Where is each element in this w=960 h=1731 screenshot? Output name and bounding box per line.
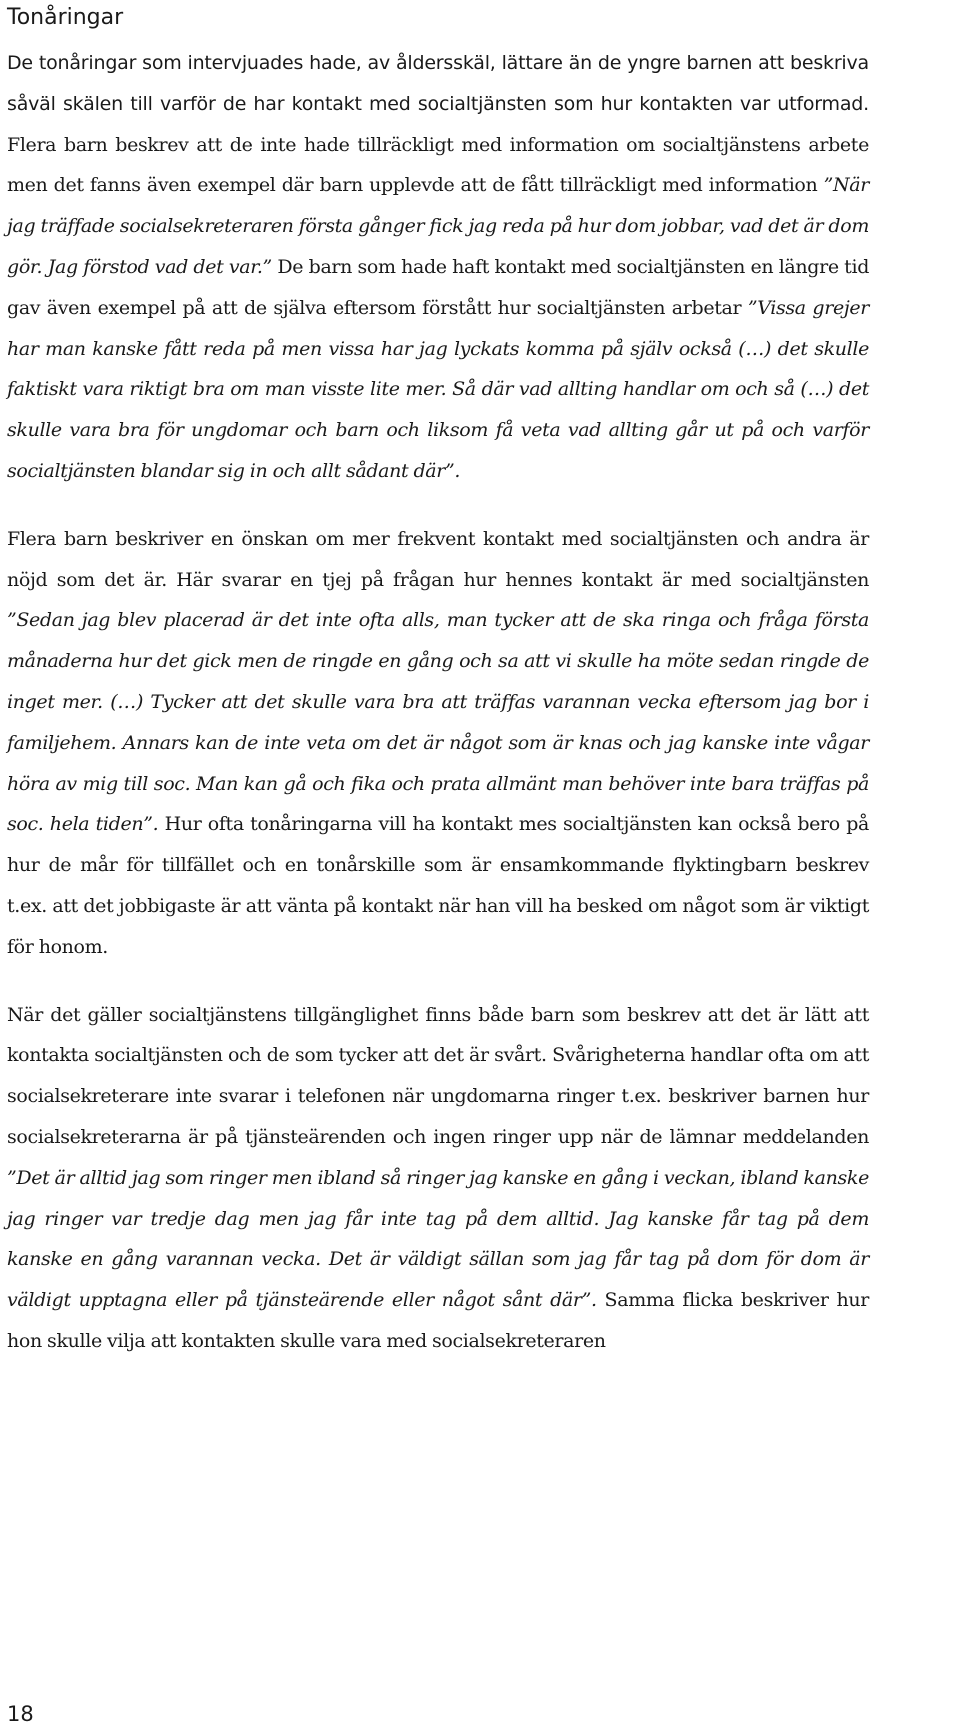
paragraph-2-quote-1: ”Sedan jag blev placerad är det inte ofta alls, man tycker att de ska ringa och fråga första månaderna hur det gick men de ringde en gång och sa att vi skulle ha möte sedan ringde de inget mer. (…) Tycker att det skulle vara bra att träffas varannan vecka eftersom jag bor i familjehem. Annars kan de inte veta om det är något som är knas och jag kanske inte vågar höra av mig till soc. Man kan gå och fika och prata allmänt man behöver inte bara träffas på soc. hela tiden”.: [7, 609, 869, 836]
paragraph-2: [7, 519, 869, 968]
paragraph-3-quote-1: ”Det är alltid jag som ringer men ibland så ringer jag kanske en gång i veckan, ibland kanske jag ringer var tredje dag men jag får inte tag på dem alltid. Jag kanske får tag på dem kanske en gång varannan vecka. Det är väldigt sällan som jag får tag på dom för dom är väldigt upptagna eller på tjänsteärende eller något sånt där”.: [7, 1166, 869, 1312]
paragraph-1-text-3: De barn som hade haft kontakt med socialtjänsten en längre tid gav även exempel på att de själva eftersom förstått hur socialtjänsten arbetar: [7, 255, 870, 319]
document-page: [7, 0, 869, 1362]
paragraph-2-text-1: Flera barn beskriver en önskan om mer frekvent kontakt med socialtjänsten och andra är nöjd som det är. Här svarar en tjej på frågan hur hennes kontakt är med socialtjänsten: [7, 527, 869, 591]
paragraph-2-text-2: Hur ofta tonåringarna vill ha kontakt mes socialtjänsten kan också bero på hur de mår för tillfället och en tonårskille som är ensamkommande flyktingbarn beskrev t.ex. att det jobbigaste är att vänta på kontakt när han vill ha besked om något som är viktigt för honom.: [7, 813, 869, 958]
page-number: 18: [7, 1702, 34, 1726]
paragraph-1-quote-1: ”När jag träffade socialsekreteraren första gånger fick jag reda på hur dom jobbar, vad det är dom gör. Jag förstod vad det var.”: [7, 174, 869, 278]
paragraph-3-text-1: När det gäller socialtjänstens tillgänglighet finns både barn som beskrev att det är lätt att kontakta socialtjänsten och de som tycker att det är svårt. Svårigheterna handlar ofta om att socialsekreterare inte svarar i telefonen när ungdomarna ringer t.ex. beskriver barnen hur socialsekreterarna är på tjänsteärenden och ingen ringer upp när de lämnar meddelanden: [7, 1003, 869, 1148]
paragraph-1: [7, 43, 869, 492]
section-heading: Tonåringar: [7, 5, 124, 30]
paragraph-1-text-2: Flera barn beskrev att de inte hade tillräckligt med information om socialtjänstens arbete men det fanns även exempel där barn upplevde att de fått tillräckligt med information: [7, 133, 869, 197]
paragraph-1-text-1: De tonåringar som intervjuades hade, av åldersskäl, lättare än de yngre barnen att beskriva såväl skälen till varför de har kontakt med socialtjänsten som hur kontakten var utformad.: [7, 52, 869, 115]
paragraph-3-text-2: Samma flicka beskriver hur hon skulle vilja att kontakten skulle vara med socialsekreteraren: [7, 1289, 869, 1352]
paragraph-3: [7, 995, 869, 1362]
paragraph-1-quote-2: ”Vissa grejer har man kanske fått reda på men vissa har jag lyckats komma på själv också (…) det skulle faktiskt vara riktigt bra om man visste lite mer. Så där vad allting handlar om och så (…) det skulle vara bra för ungdomar och barn och liksom få veta vad allting går ut på och varför socialtjänsten blandar sig in och allt sådant där”.: [7, 296, 870, 482]
